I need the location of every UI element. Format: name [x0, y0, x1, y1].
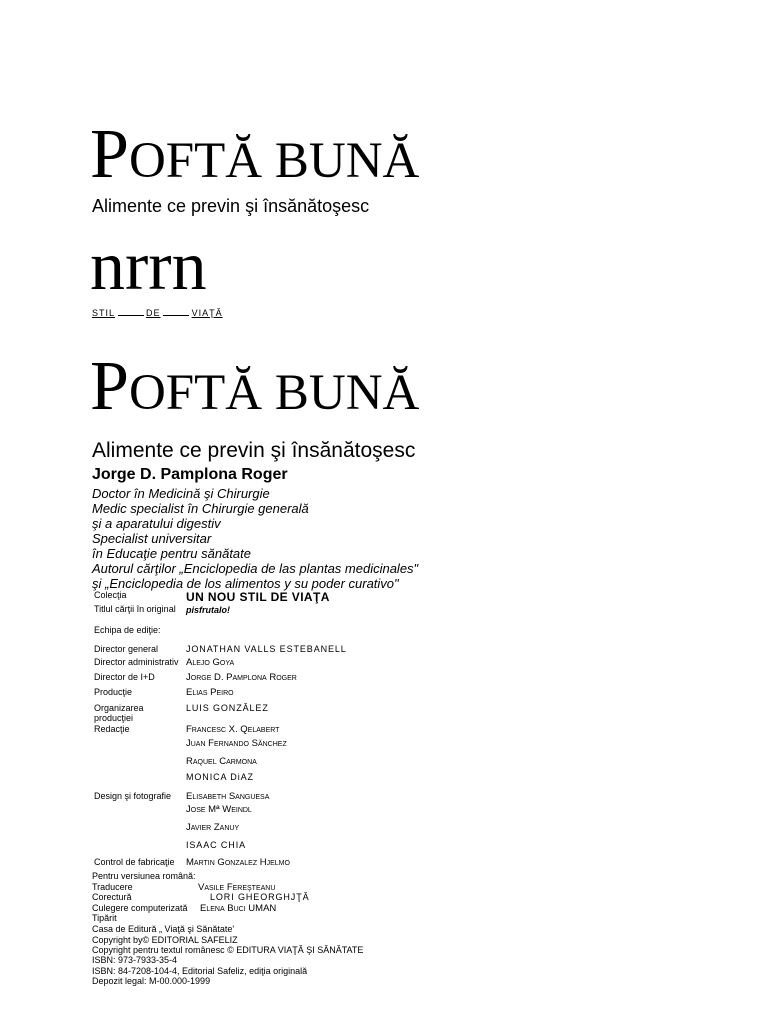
credential-line: Specialist universitar: [92, 531, 212, 546]
cover-subtitle: Alimente ce previn şi însănătoşesc: [92, 196, 370, 216]
ro-label: Culegere computerizată: [92, 903, 188, 913]
series-word-2: DE: [146, 308, 161, 318]
credential-line: şi a aparatului digestiv: [92, 516, 221, 531]
footer-copyright: [92, 935, 238, 946]
ro-value: Elena Buci UMAN: [200, 903, 277, 914]
title-initial: P: [90, 116, 129, 193]
series-label: [92, 307, 223, 318]
author-credentials: [92, 486, 418, 591]
title-rest: OFTĂ BUNĂ: [128, 133, 420, 189]
footer-isbn-original: ISBN: 84-7208-104-4, Editorial Safeliz, ediţia originală: [92, 966, 308, 976]
team-value: Martin Gonzalez Hjelmo: [186, 857, 290, 868]
team-value: Francesc X. Qelabert: [186, 724, 280, 735]
series-word-3: VIAŢĂ: [191, 308, 223, 318]
team-label: Producţie: [94, 687, 133, 697]
footer-publisher: Casa de Editură „ Viaţă şi Sănătate': [92, 924, 235, 934]
ro-label: Tipărit: [92, 913, 117, 923]
team-value: JONATHAN VALLS ESTEBANELL: [186, 644, 347, 654]
team-value: ISAAC CHIA: [186, 840, 247, 850]
main-subtitle: Alimente ce previn şi însănătoşesc: [92, 439, 416, 462]
footer-legal-deposit: Depozit legal: M-00.000-1999: [92, 976, 211, 986]
credential-line: în Educaţie pentru sănătate: [92, 546, 252, 561]
team-value: Elisabeth Sanguesa: [186, 791, 270, 802]
team-label: Control de fabricaţie: [94, 857, 175, 867]
team-value: Jose Mª Weindl: [186, 804, 252, 815]
team-value: MONICA DiAZ: [186, 772, 254, 782]
ro-heading: Pentru versiunea română:: [92, 871, 196, 881]
credential-line: Doctor în Medicină şi Chirurgie: [92, 486, 270, 501]
ro-label: Corectură: [92, 892, 132, 902]
footer-copyright-ro: Copyright pentru textul românesc © EDITURA VIAŢĂ ŞI SĂNĂTATE: [92, 945, 364, 955]
cover-title: [90, 116, 420, 193]
team-label: Director administrativ: [94, 657, 179, 667]
main-title-initial: P: [90, 348, 129, 425]
team-label: Design şi fotografie: [94, 791, 172, 801]
footer-isbn: ISBN: 973-7933-35-4: [92, 955, 178, 965]
original-title-value: pisfrutalo!: [186, 605, 230, 615]
team-value: Raquel Carmona: [186, 756, 257, 767]
team-label: Director general: [94, 644, 159, 654]
team-label: Director de I+D: [94, 672, 155, 682]
ro-value: LORI GHEORGHJŢĂ: [210, 892, 310, 902]
credential-line: şi „Enciclopedia de los alimentos y su poder curativo": [92, 576, 399, 591]
collection-value: UN NOU STIL DE VIAŢA: [186, 590, 330, 604]
ro-value: Vasile Fereşteanu: [198, 882, 276, 893]
team-heading: Echipa de ediţie:: [94, 625, 161, 635]
team-value: Jorge D. Pamplona Roger: [186, 672, 297, 683]
team-value: Javier Zanuy: [186, 822, 240, 833]
ocr-glyphs: nrrn: [90, 228, 207, 305]
original-title-label: Titlul cărţii în original: [94, 604, 176, 614]
author-name: Jorge D. Pamplona Roger: [92, 466, 288, 483]
credential-line: Medic specialist în Chirurgie generală: [92, 501, 309, 516]
ro-label: Traducere: [92, 882, 133, 892]
main-title-rest: OFTĂ BUNĂ: [128, 365, 420, 421]
team-label: Organizarea producţiei: [94, 703, 144, 723]
collection-label: Colecţia: [94, 590, 127, 600]
team-label: Redacţie: [94, 724, 130, 734]
credential-line: Autorul cărţilor „Enciclopedia de las plantas medicinales": [92, 561, 419, 576]
team-value: Juan Fernando Sănchez: [186, 738, 287, 749]
team-value: Alejo Goya: [186, 657, 235, 668]
footer-copyright-text: Copyright by© EDITORIAL SAFELIZ: [92, 935, 238, 945]
series-word-1: STIL: [92, 308, 116, 318]
team-value: LUIS GONZĂLEZ: [186, 703, 269, 713]
main-title: [90, 348, 420, 425]
team-value: Elias Peiro: [186, 687, 234, 698]
